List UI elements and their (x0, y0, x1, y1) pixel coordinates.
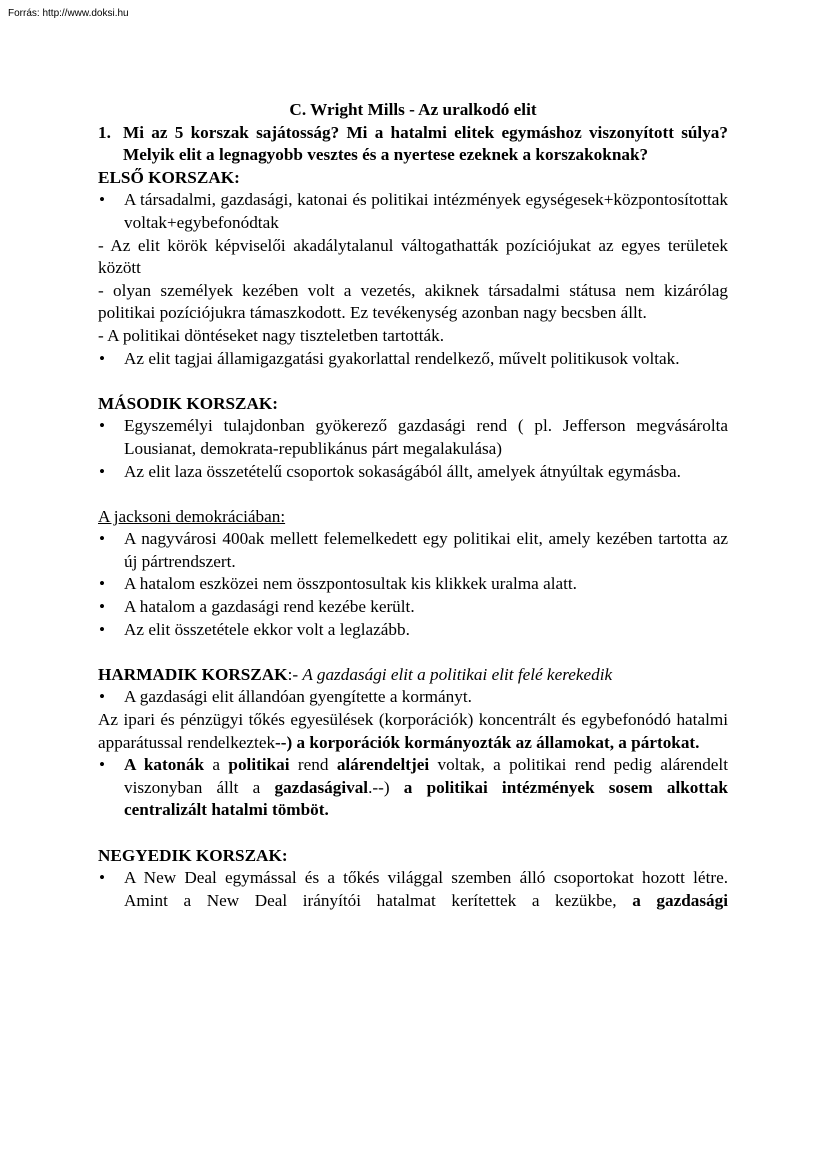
jackson-heading: A jacksoni demokráciában: (98, 506, 286, 526)
era3-heading: HARMADIK KORSZAK (98, 664, 288, 684)
era3-heading-sep: :- (287, 664, 303, 684)
era3-b2-s3: politikai (228, 755, 290, 775)
jackson-bullet-1: A nagyvárosi 400ak mellett felemelkedett egy politikai elit, amely kezében tartotta az új pártrendszert. (124, 529, 728, 571)
era4-heading: NEGYEDIK KORSZAK: (98, 845, 288, 865)
era1-heading: ELSŐ KORSZAK: (98, 167, 240, 187)
question-1 (98, 122, 728, 167)
bullet-icon: • (99, 529, 106, 549)
era3-bullet-2 (124, 754, 728, 822)
era2-bullet-2: Az elit laza összetételű csoportok sokaságából állt, amelyek átnyúltak egymásba. (124, 461, 681, 481)
era3-b2-s9: a politikai intézmények sosem alkottak centralizált hatalmi tömböt. (124, 777, 728, 820)
spacer (98, 641, 728, 664)
list-item (98, 867, 728, 912)
era1-list-a (98, 189, 728, 234)
bullet-icon: • (99, 190, 106, 210)
era3-b2-s2: a (204, 755, 229, 775)
list-item (98, 754, 728, 822)
era1-list-b (98, 348, 728, 371)
era1-para-2: - olyan személyek kezében volt a vezetés, akiknek társadalmi státusa nem kizárólag politikai pozíciójukra támaszkodott. Ez tevékenység azonban nagy becsben állt. (98, 280, 728, 323)
era4-b1-bold: a gazdasági (632, 890, 728, 910)
bullet-icon: • (99, 461, 106, 481)
list-item (98, 573, 728, 596)
era3-b2-s8: .--) (368, 777, 404, 797)
era4-list (98, 867, 728, 912)
bullet-icon: • (99, 868, 106, 888)
era3-b2-s7: gazdaságival (274, 777, 369, 797)
era4-bullet-1 (124, 867, 728, 912)
era3-list-b (98, 754, 728, 822)
era3-para-1 (98, 709, 728, 754)
list-item (98, 619, 728, 642)
era4-b1-text: A New Deal egymással és a tőkés világgal szemben álló csoportokat hozott létre. Amint a New Deal irányítói hatalmat kerítettek a kezükbe, (124, 868, 728, 910)
jackson-list (98, 528, 728, 641)
era3-para-1-arrow: --) (275, 732, 293, 752)
jackson-bullet-4: Az elit összetétele ekkor volt a leglazább. (124, 619, 410, 639)
list-item (98, 415, 728, 460)
era3-list-a (98, 686, 728, 709)
spacer (98, 370, 728, 393)
list-item (98, 528, 728, 573)
era3-b2-s6: voltak, a politikai rend pedig alárendelt viszonyban állt a (124, 755, 728, 797)
era3-b2-s1: A katonák (124, 755, 205, 775)
era1-bullet-2: Az elit tagjai államigazgatási gyakorlattal rendelkező, művelt politikusok voltak. (124, 348, 680, 368)
bullet-icon: • (99, 755, 106, 775)
era3-para-1-text: Az ipari és pénzügyi tőkés egyesülések (korporációk) koncentrált és egybefonódó hatalmi apparátussal rendelkeztek (98, 710, 728, 752)
bullet-icon: • (99, 619, 106, 639)
bullet-icon: • (99, 687, 106, 707)
question-text: Mi az 5 korszak sajátosság? Mi a hatalmi elitek egymáshoz viszonyított súlya? Melyik elit a legnagyobb vesztes és a nyertese ezeknek a korszakoknak? (123, 122, 728, 165)
question-number: 1. (98, 122, 111, 142)
list-item (98, 596, 728, 619)
era3-bullet-1: A gazdasági elit állandóan gyengítette a kormányt. (124, 687, 472, 707)
era1-bullet-1: A társadalmi, gazdasági, katonai és politikai intézmények egységesek+központosítottak voltak+egybefonódtak (124, 190, 728, 232)
era2-list (98, 415, 728, 483)
spacer (98, 483, 728, 506)
era1-para-1: - Az elit körök képviselői akadálytalanul váltogathatták pozíciójukat az egyes területek között (98, 235, 728, 278)
document-page (98, 99, 728, 912)
list-item (98, 348, 728, 371)
jackson-bullet-2: A hatalom eszközei nem összpontosultak kis klikkek uralma alatt. (124, 574, 577, 594)
bullet-icon: • (99, 348, 106, 368)
era2-bullet-1: Egyszemélyi tulajdonban gyökerező gazdasági rend ( pl. Jefferson megvásárolta Lousianat, demokrata-republikánus párt megalakulása) (124, 416, 728, 458)
era3-subtitle: A gazdasági elit a politikai elit felé kerekedik (302, 664, 613, 684)
list-item (98, 189, 728, 234)
era3-b2-s4: rend (289, 755, 337, 775)
list-item (98, 686, 728, 709)
bullet-icon: • (99, 574, 106, 594)
era1-para-3: - A politikai döntéseket nagy tiszteletben tartották. (98, 325, 445, 345)
list-item (98, 461, 728, 484)
source-label: Forrás: http://www.doksi.hu (8, 8, 129, 19)
jackson-bullet-3: A hatalom a gazdasági rend kezébe került. (124, 597, 415, 617)
era3-b2-s5: alárendeltjei (336, 755, 430, 775)
spacer (98, 822, 728, 845)
bullet-icon: • (99, 597, 106, 617)
bullet-icon: • (99, 416, 106, 436)
era2-heading: MÁSODIK KORSZAK: (98, 393, 279, 413)
era3-para-1-bold: a korporációk kormányozták az államokat, a pártokat. (292, 732, 700, 752)
document-title: C. Wright Mills - Az uralkodó elit (289, 100, 537, 119)
era3-heading-line (98, 664, 728, 687)
